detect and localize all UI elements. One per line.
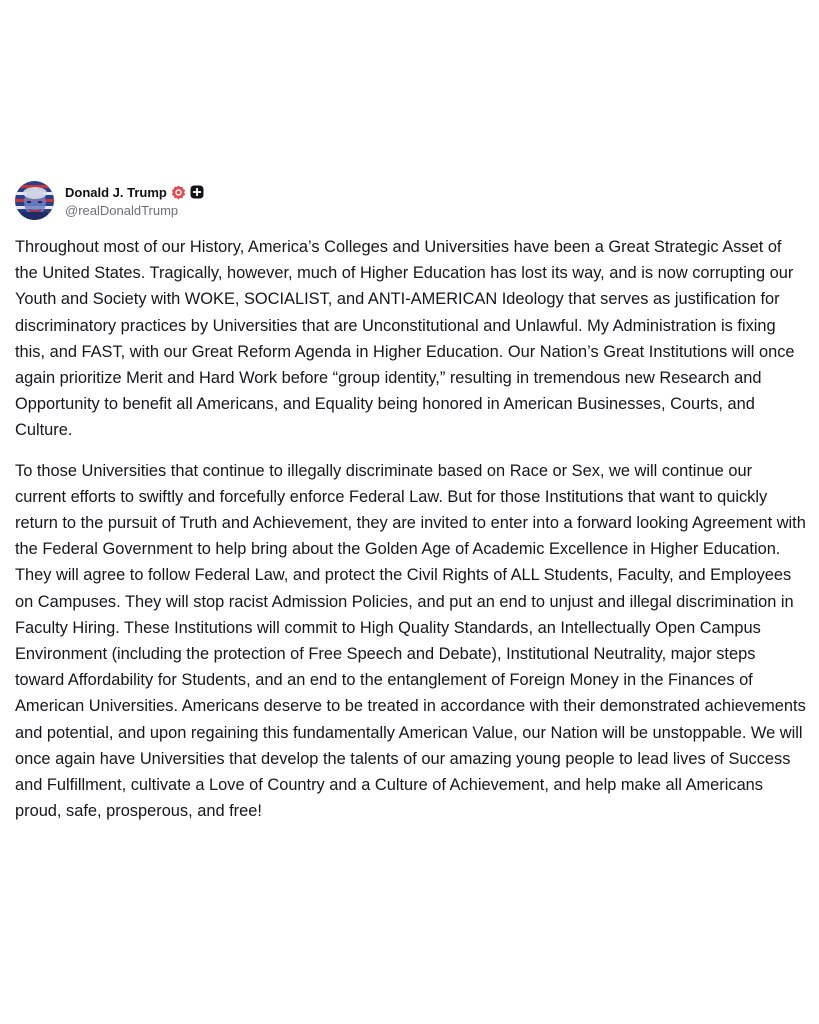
- plus-square-icon: [190, 185, 204, 199]
- post-paragraph: To those Universities that continue to illegally discriminate based on Race or Sex, we will continue our current efforts to swiftly and forcefully enforce Federal Law. But for those Institutions that want to quickly return to the pursuit of Truth and Achievement, they are invited to enter into a forward looking Agreement with the Federal Government to help bring about the Golden Age of Academic Excellence in Higher Education. They will agree to follow Federal Law, and protect the Civil Rights of ALL Students, Faculty, and Employees on Campuses. They will stop racist Admission Policies, and put an end to unjust and illegal discrimination in Faculty Hiring. These Institutions will commit to High Quality Standards, an Intellectually Open Campus Environment (including the protection of Free Speech and Debate), Institutional Neutrality, major steps toward Affordability for Students, and an end to the entanglement of Foreign Money in the Finances of American Universities. Americans deserve to be treated in accordance with their demonstrated achievements and potential, and upon regaining this fundamentally American Value, our Nation will be unstoppable. We will once again have Universities that develop the talents of our amazing young people to lead lives of Success and Fulfillment, cultivate a Love of Country and a Culture of Achievement, and help make all Americans proud, safe, prosperous, and free!: [15, 461, 806, 821]
- author-info: [65, 183, 204, 218]
- verified-rosette-icon: [171, 185, 186, 200]
- author-name-row: [65, 183, 204, 202]
- post-header: [15, 180, 807, 220]
- author-handle[interactable]: @realDonaldTrump: [65, 202, 179, 218]
- avatar-image: [15, 181, 54, 220]
- post-body: [15, 234, 807, 824]
- author-display-name[interactable]: Donald J. Trump: [65, 184, 167, 200]
- post: [15, 180, 807, 824]
- avatar[interactable]: [15, 181, 54, 220]
- post-paragraph: Throughout most of our History, America’s Colleges and Universities have been a Great Strategic Asset of the United States. Tragically, however, much of Higher Education has lost its way, and is now corrupting our Youth and Society with WOKE, SOCIALIST, and ANTI-AMERICAN Ideology that serves as justification for discriminatory practices by Universities that are Unconstitutional and Unlawful. My Administration is fixing this, and FAST, with our Great Reform Agenda in Higher Education. Our Nation’s Great Institutions will once again prioritize Merit and Hard Work before “group identity,” resulting in tremendous new Research and Opportunity to benefit all Americans, and Equality being honored in American Businesses, Courts, and Culture.: [15, 238, 795, 440]
